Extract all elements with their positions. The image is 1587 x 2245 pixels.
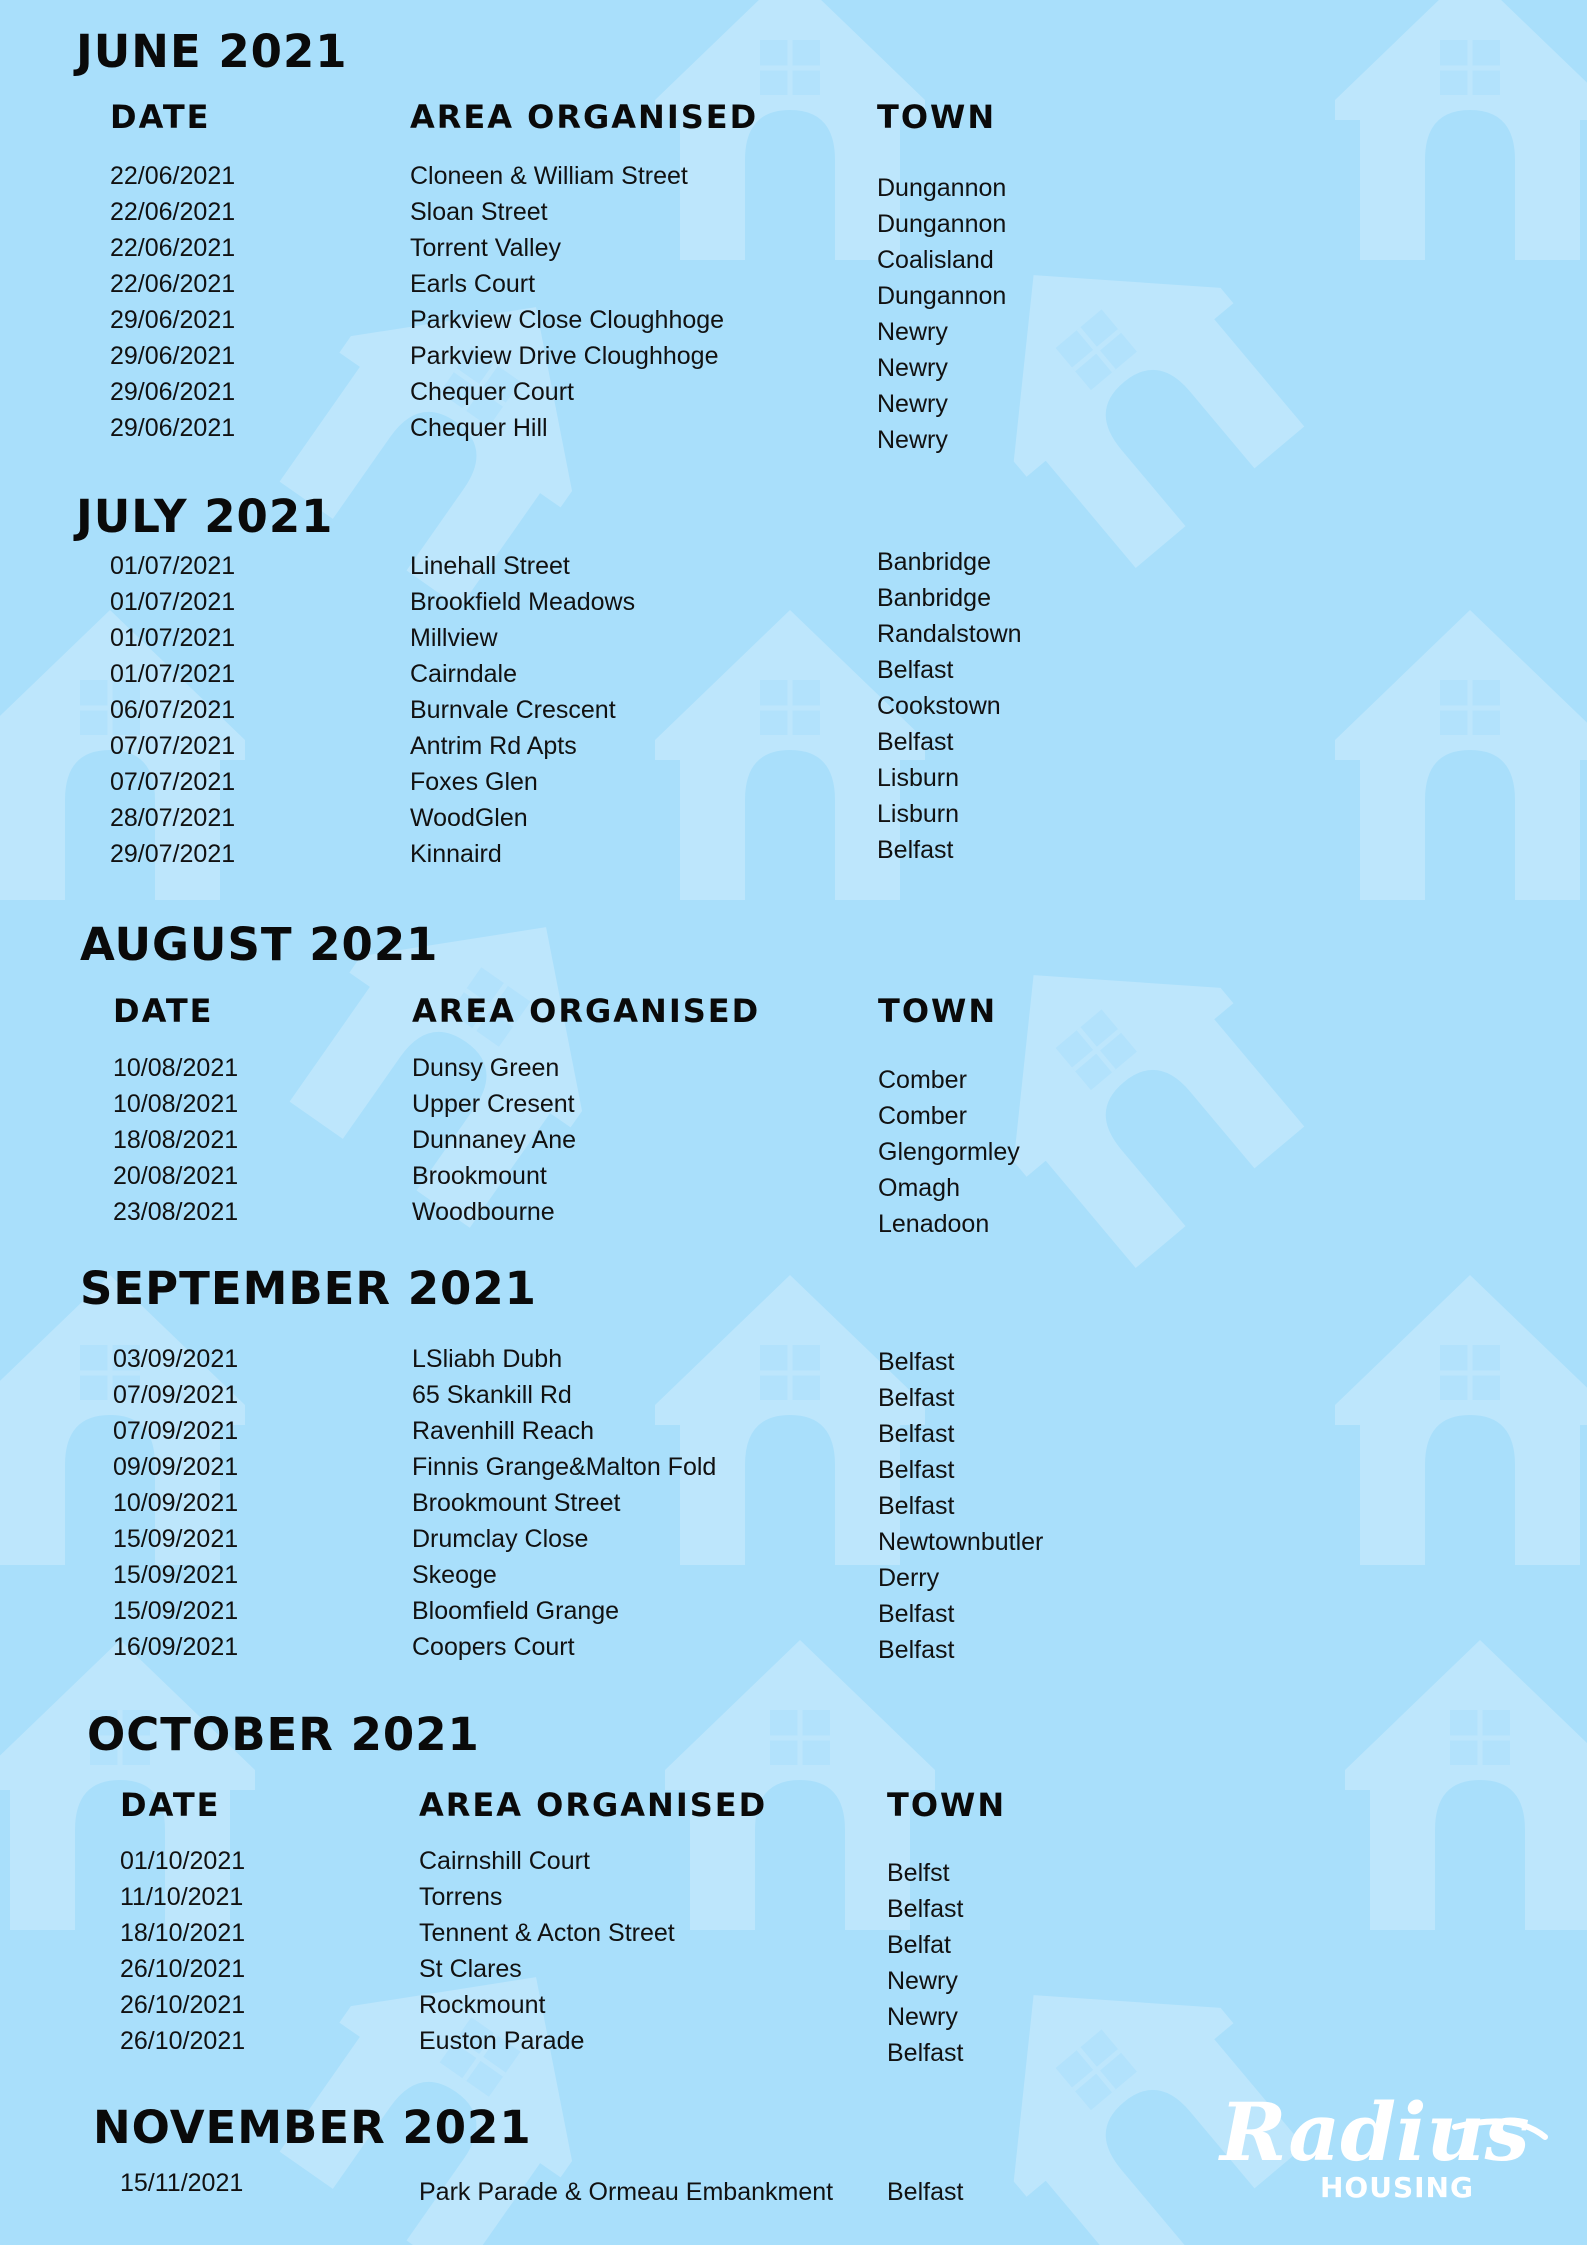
area-cell: Upper Cresent	[412, 1090, 575, 1118]
area-cell: Dunsy Green	[412, 1054, 560, 1082]
date-cell: 16/09/2021	[113, 1633, 239, 1661]
date-cell: 01/07/2021	[110, 624, 236, 652]
town-cell: Belfat	[887, 1931, 951, 1959]
date-cell: 23/08/2021	[113, 1198, 239, 1226]
area-cell: Ravenhill Reach	[412, 1417, 595, 1445]
town-cell: Belfast	[878, 1420, 955, 1448]
date-cell: 22/06/2021	[110, 198, 236, 226]
date-cell: 01/07/2021	[110, 588, 236, 616]
area-cell: Chequer Hill	[410, 414, 548, 442]
date-cell: 10/09/2021	[113, 1489, 239, 1517]
town-cell: Lenadoon	[878, 1210, 990, 1238]
date-cell: 29/07/2021	[110, 840, 236, 868]
date-cell: 20/08/2021	[113, 1162, 239, 1190]
date-cell: 22/06/2021	[110, 234, 236, 262]
area-cell: Cairnshill Court	[419, 1847, 590, 1875]
town-cell: Belfast	[878, 1348, 955, 1376]
area-cell: Earls Court	[410, 270, 536, 298]
town-cell: Belfast	[878, 1600, 955, 1628]
town-cell: Newry	[877, 318, 948, 346]
area-cell: WoodGlen	[410, 804, 528, 832]
column-header-date: DATE	[110, 98, 211, 136]
area-cell: LSliabh Dubh	[412, 1345, 563, 1373]
date-cell: 28/07/2021	[110, 804, 236, 832]
date-cell: 01/07/2021	[110, 660, 236, 688]
area-cell: Foxes Glen	[410, 768, 538, 796]
town-cell: Lisburn	[877, 800, 959, 828]
column-header-area: AREA ORGANISED	[419, 1786, 768, 1824]
area-cell: Kinnaird	[410, 840, 502, 868]
area-cell: Parkview Close Cloughhoge	[410, 306, 725, 334]
date-cell: 15/09/2021	[113, 1525, 239, 1553]
date-cell: 29/06/2021	[110, 306, 236, 334]
column-header-town: TOWN	[887, 1786, 1007, 1824]
area-cell: Parkview Drive Cloughhoge	[410, 342, 719, 370]
town-cell: Derry	[878, 1564, 940, 1592]
town-cell: Belfast	[878, 1492, 955, 1520]
town-cell: Omagh	[878, 1174, 960, 1202]
area-cell: Finnis Grange&Malton Fold	[412, 1453, 717, 1481]
town-cell: Belfast	[877, 728, 954, 756]
date-cell: 29/06/2021	[110, 378, 236, 406]
month-title: JUNE 2021	[76, 25, 348, 78]
month-title: AUGUST 2021	[80, 918, 439, 971]
date-cell: 26/10/2021	[120, 2027, 246, 2055]
date-cell: 18/10/2021	[120, 1919, 246, 1947]
town-cell: Dungannon	[877, 210, 1007, 238]
area-cell: St Clares	[419, 1955, 522, 1983]
date-cell: 07/07/2021	[110, 732, 236, 760]
date-cell: 07/09/2021	[113, 1417, 239, 1445]
date-cell: 09/09/2021	[113, 1453, 239, 1481]
radius-housing-logo	[1215, 2082, 1560, 2202]
date-cell: 10/08/2021	[113, 1090, 239, 1118]
area-cell: 65 Skankill Rd	[412, 1381, 572, 1409]
date-cell: 29/06/2021	[110, 342, 236, 370]
area-cell: Drumclay Close	[412, 1525, 589, 1553]
column-header-town: TOWN	[878, 992, 998, 1030]
area-cell: Burnvale Crescent	[410, 696, 616, 724]
area-cell: Millview	[410, 624, 498, 652]
date-cell: 07/07/2021	[110, 768, 236, 796]
town-cell: Newry	[877, 390, 948, 418]
month-title: SEPTEMBER 2021	[80, 1262, 537, 1315]
date-cell: 01/07/2021	[110, 552, 236, 580]
area-cell: Brookmount	[412, 1162, 547, 1190]
area-cell: Chequer Court	[410, 378, 574, 406]
date-cell: 07/09/2021	[113, 1381, 239, 1409]
logo-subtitle: HOUSING	[1320, 2171, 1474, 2202]
date-cell: 22/06/2021	[110, 270, 236, 298]
town-cell: Coalisland	[877, 246, 994, 274]
date-cell: 18/08/2021	[113, 1126, 239, 1154]
town-cell: Dungannon	[877, 282, 1007, 310]
date-cell: 11/10/2021	[120, 1883, 244, 1911]
town-cell: Comber	[878, 1066, 967, 1094]
column-header-date: DATE	[113, 992, 214, 1030]
column-header-date: DATE	[120, 1786, 221, 1824]
area-cell: Coopers Court	[412, 1633, 575, 1661]
area-cell: Sloan Street	[410, 198, 548, 226]
date-cell: 29/06/2021	[110, 414, 236, 442]
area-cell: Park Parade & Ormeau Embankment	[419, 2178, 834, 2206]
month-title: JULY 2021	[76, 490, 334, 543]
date-cell: 06/07/2021	[110, 696, 236, 724]
area-cell: Woodbourne	[412, 1198, 555, 1226]
date-cell: 10/08/2021	[113, 1054, 239, 1082]
date-cell: 15/11/2021	[120, 2169, 244, 2197]
area-cell: Antrim Rd Apts	[410, 732, 577, 760]
town-cell: Belfast	[877, 656, 954, 684]
town-cell: Banbridge	[877, 584, 991, 612]
area-cell: Torrent Valley	[410, 234, 561, 262]
area-cell: Euston Parade	[419, 2027, 585, 2055]
area-cell: Rockmount	[419, 1991, 546, 2019]
area-cell: Brookfield Meadows	[410, 588, 636, 616]
area-cell: Cloneen & William Street	[410, 162, 688, 190]
town-cell: Newtownbutler	[878, 1528, 1044, 1556]
town-cell: Newry	[887, 1967, 958, 1995]
date-cell: 01/10/2021	[120, 1847, 246, 1875]
town-cell: Belfast	[878, 1456, 955, 1484]
date-cell: 26/10/2021	[120, 1955, 246, 1983]
town-cell: Belfast	[887, 2178, 964, 2206]
column-header-town: TOWN	[877, 98, 997, 136]
area-cell: Linehall Street	[410, 552, 570, 580]
column-header-area: AREA ORGANISED	[410, 98, 759, 136]
town-cell: Belfast	[878, 1636, 955, 1664]
town-cell: Glengormley	[878, 1138, 1020, 1166]
date-cell: 15/09/2021	[113, 1597, 239, 1625]
town-cell: Belfast	[887, 1895, 964, 1923]
town-cell: Belfast	[877, 836, 954, 864]
town-cell: Belfast	[887, 2039, 964, 2067]
date-cell: 03/09/2021	[113, 1345, 239, 1373]
town-cell: Comber	[878, 1102, 967, 1130]
town-cell: Lisburn	[877, 764, 959, 792]
month-title: OCTOBER 2021	[87, 1708, 480, 1761]
town-cell: Newry	[877, 354, 948, 382]
month-title: NOVEMBER 2021	[93, 2101, 532, 2154]
town-cell: Dungannon	[877, 174, 1007, 202]
area-cell: Bloomfield Grange	[412, 1597, 620, 1625]
date-cell: 22/06/2021	[110, 162, 236, 190]
town-cell: Belfst	[887, 1859, 950, 1887]
town-cell: Banbridge	[877, 548, 991, 576]
town-cell: Randalstown	[877, 620, 1022, 648]
area-cell: Dunnaney Ane	[412, 1126, 577, 1154]
town-cell: Newry	[887, 2003, 958, 2031]
logo-wordmark: Radius	[1220, 2085, 1530, 2179]
date-cell: 15/09/2021	[113, 1561, 239, 1589]
area-cell: Brookmount Street	[412, 1489, 621, 1517]
town-cell: Belfast	[878, 1384, 955, 1412]
area-cell: Torrens	[419, 1883, 503, 1911]
area-cell: Skeoge	[412, 1561, 497, 1589]
town-cell: Cookstown	[877, 692, 1001, 720]
date-cell: 26/10/2021	[120, 1991, 246, 2019]
area-cell: Tennent & Acton Street	[419, 1919, 675, 1947]
column-header-area: AREA ORGANISED	[412, 992, 761, 1030]
town-cell: Newry	[877, 426, 948, 454]
area-cell: Cairndale	[410, 660, 518, 688]
